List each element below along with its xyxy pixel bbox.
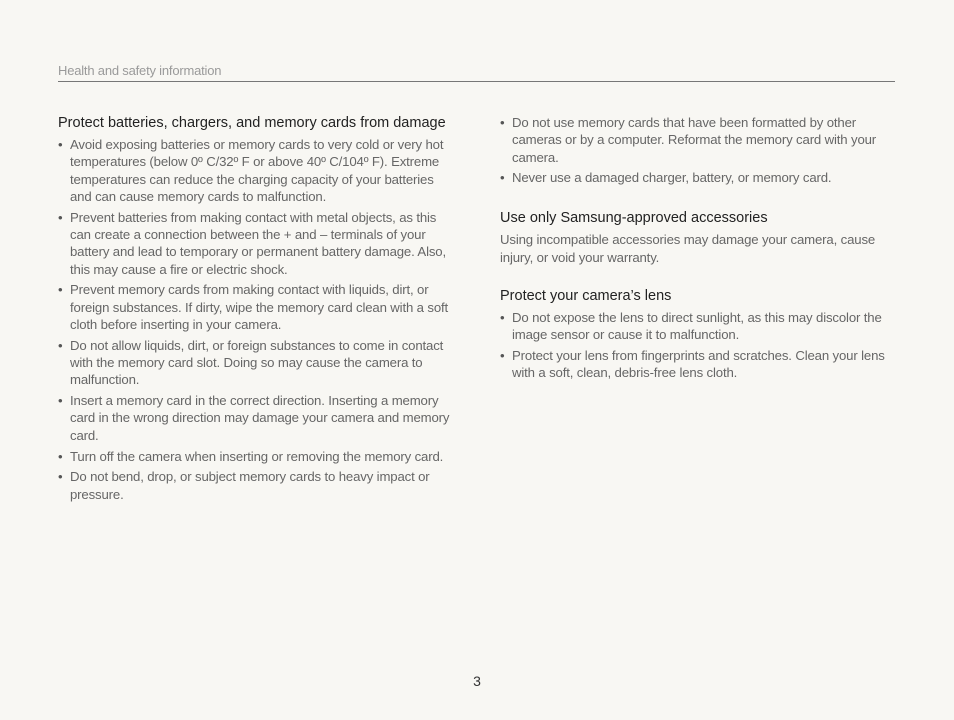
page-number: 3 [473, 673, 481, 689]
header-title: Health and safety information [58, 63, 222, 78]
section-title-lens: Protect your camera’s lens [500, 287, 672, 304]
section-title-batteries: Protect batteries, chargers, and memory cards from damage [58, 115, 446, 131]
accessories-body: Using incompatible accessories may damage your camera, cause injury, or void your warranty. [500, 231, 876, 265]
left-column [58, 114, 454, 523]
bullet-item: • Avoid exposing batteries or memory cards to very cold or very hot temperatures (below 0º C/32º F or above 40º C/104º F). Extreme temperatures can reduce the charging capacity of your batteries and can cause memory cards to malfunction. [58, 136, 454, 205]
bullet-item: • Never use a damaged charger, battery, or memory card. [500, 169, 890, 186]
continued-bullet-list [500, 114, 890, 187]
battery-bullet-list [58, 136, 454, 503]
page-header [58, 62, 895, 82]
lens-bullet-list [500, 309, 890, 382]
continued-bullets-section [500, 114, 890, 187]
bullet-item: • Prevent batteries from making contact with metal objects, as this can create a connection between the + and – terminals of your battery and lead to temporary or permanent battery damage. Also, this may cause a fire or electric shock. [58, 209, 454, 278]
accessories-section [500, 209, 890, 267]
lens-section [500, 287, 890, 382]
bullet-item: • Do not use memory cards that have been formatted by other cameras or by a computer. Reformat the memory card with your camera. [500, 114, 890, 166]
bullet-item: • Turn off the camera when inserting or removing the memory card. [58, 448, 454, 465]
bullet-item: • Do not bend, drop, or subject memory cards to heavy impact or pressure. [58, 468, 454, 503]
bullet-item: • Do not expose the lens to direct sunlight, as this may discolor the image sensor or cause it to malfunction. [500, 309, 890, 344]
bullet-item: • Insert a memory card in the correct direction. Inserting a memory card in the wrong direction may damage your camera and memory card. [58, 392, 454, 444]
right-column [500, 114, 890, 401]
bullet-item: • Prevent memory cards from making contact with liquids, dirt, or foreign substances. If dirty, wipe the memory card clean with a soft cloth before inserting in your camera. [58, 281, 454, 333]
bullet-item: • Do not allow liquids, dirt, or foreign substances to come in contact with the memory card slot. Doing so may cause the camera to malfunction. [58, 337, 454, 389]
battery-protection-section [58, 114, 454, 503]
section-title-accessories: Use only Samsung-approved accessories [500, 209, 768, 226]
bullet-item: • Protect your lens from fingerprints and scratches. Clean your lens with a soft, clean, debris-free lens cloth. [500, 347, 890, 382]
